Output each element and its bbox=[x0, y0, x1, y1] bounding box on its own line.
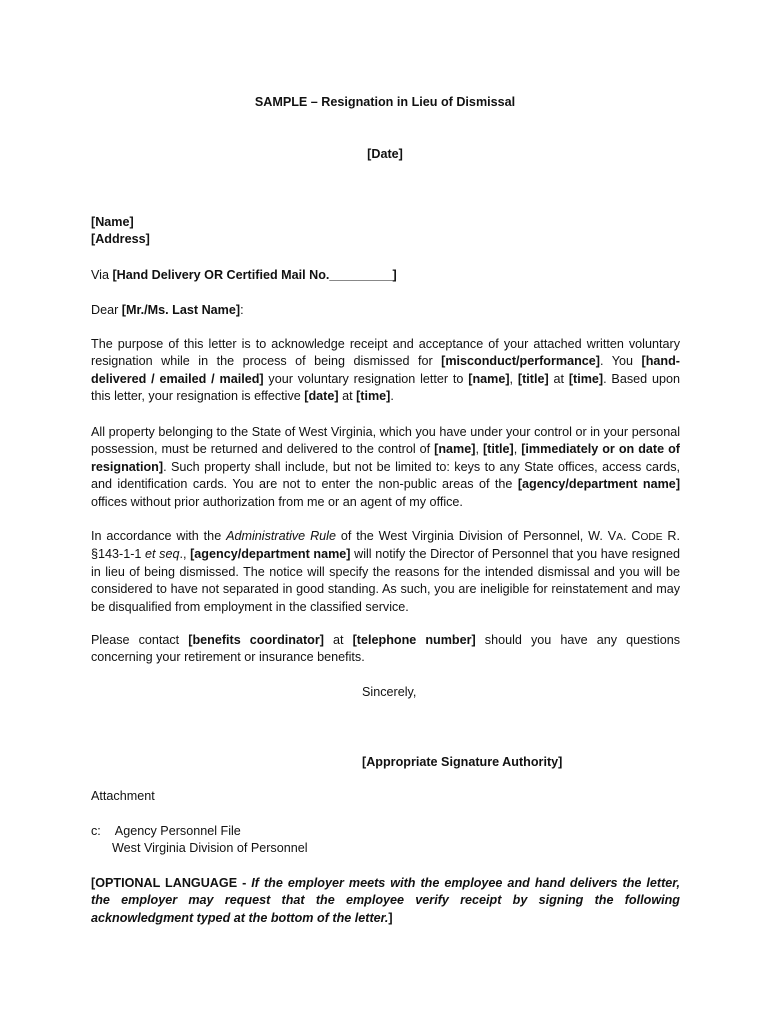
closing: Sincerely, bbox=[362, 685, 417, 699]
optional-language-close: ] bbox=[388, 910, 393, 925]
text-run: of the West Virginia Division of Personnel, W. V bbox=[335, 529, 617, 543]
text-run: , bbox=[475, 442, 483, 457]
text-run: R. §143-1-1 bbox=[91, 529, 681, 562]
text-run: In accordance with the bbox=[91, 529, 227, 543]
text-run: ., bbox=[179, 547, 191, 562]
optional-language-note bbox=[91, 875, 680, 927]
recipient-address: [Address] bbox=[91, 232, 150, 247]
text-run: , bbox=[509, 371, 518, 386]
text-run: . Based upon this letter, your resignation is effective bbox=[91, 371, 680, 404]
text-run: Please contact bbox=[91, 633, 189, 647]
attachment-label: Attachment bbox=[91, 789, 155, 803]
optional-language-label: [OPTIONAL LANGUAGE - bbox=[91, 876, 252, 890]
date-placeholder: [Date] bbox=[367, 147, 403, 161]
placeholder-title: [title] bbox=[517, 371, 549, 386]
text-run: will notify the Director of Personnel that you have resigned in lieu of being dismissed. The notice will specify the reasons for the intended dismissal and you will be considered to have not separated in good standing. As such, you are ineligible for reinstatement and may be disqualified from employment in the classified service. bbox=[91, 547, 681, 614]
placeholder-name: [name] bbox=[434, 442, 476, 457]
salutation bbox=[91, 302, 680, 319]
placeholder-benefits-coordinator: [benefits coordinator] bbox=[188, 633, 324, 647]
text-run: offices without prior authorization from me or an agent of my office. bbox=[91, 494, 463, 509]
cc-label: c: bbox=[91, 824, 101, 838]
salutation-name: [Mr./Ms. Last Name] bbox=[121, 303, 241, 317]
delivery-method-close: ] bbox=[392, 268, 397, 282]
recipient-name: [Name] bbox=[91, 215, 134, 229]
optional-language-text: If the employer meets with the employee and hand delivers the letter, the employer may request that the employee verify receipt by signing the following acknowledgment typed at the bottom of the letter. bbox=[91, 876, 680, 925]
placeholder-delivery-method: [hand-delivered / emailed / mailed] bbox=[91, 354, 680, 386]
via-prefix: Via bbox=[91, 268, 113, 282]
text-run: should you have any questions concerning your retirement or insurance benefits. bbox=[91, 633, 681, 665]
text-run: The purpose of this letter is to acknowledge receipt and acceptance of your attached written voluntary resignation while in the process of being dismissed for bbox=[91, 337, 680, 369]
placeholder-return-timing: [immediately or on date of resignation] bbox=[91, 442, 680, 474]
text-run: , bbox=[513, 442, 522, 457]
text-run: . bbox=[390, 389, 394, 404]
small-caps-run: A bbox=[616, 532, 623, 543]
text-run: . You bbox=[600, 354, 642, 369]
small-caps-run: ODE bbox=[640, 532, 663, 543]
placeholder-time: [time] bbox=[356, 389, 391, 404]
certified-mail-blank: _________ bbox=[329, 268, 393, 282]
delivery-method: [Hand Delivery OR Certified Mail No. bbox=[112, 268, 330, 282]
text-run: your voluntary resignation letter to bbox=[263, 371, 469, 386]
placeholder-time: [time] bbox=[568, 371, 604, 386]
placeholder-agency-name: [agency/department name] bbox=[190, 547, 351, 562]
paragraph-administrative-rule bbox=[91, 528, 680, 616]
text-run: . C bbox=[622, 529, 641, 543]
paragraph-contact bbox=[91, 632, 680, 667]
paragraph-property bbox=[91, 424, 680, 511]
text-run: at bbox=[338, 389, 357, 404]
recipient-block bbox=[91, 214, 680, 249]
paragraph-purpose bbox=[91, 336, 680, 406]
salutation-prefix: Dear bbox=[91, 303, 122, 317]
salutation-suffix: : bbox=[240, 303, 244, 317]
placeholder-telephone: [telephone number] bbox=[352, 633, 476, 647]
cc-recipient: Agency Personnel File bbox=[114, 824, 241, 838]
italic-run: Administrative Rule bbox=[226, 529, 336, 543]
placeholder-agency-name: [agency/department name] bbox=[517, 477, 681, 492]
placeholder-date: [date] bbox=[304, 389, 339, 404]
cc-block bbox=[91, 823, 680, 858]
italic-run: et seq bbox=[145, 547, 180, 562]
signature-authority: [Appropriate Signature Authority] bbox=[362, 755, 563, 769]
text-run: at bbox=[548, 371, 569, 386]
placeholder-dismissal-reason: [misconduct/performance] bbox=[441, 354, 600, 369]
cc-recipient: West Virginia Division of Personnel bbox=[112, 841, 308, 856]
delivery-method-line bbox=[91, 267, 680, 284]
text-run: . Such property shall include, but not be limited to: keys to any State offices, access cards, and identification cards. You are not to enter the non-public areas of the bbox=[91, 459, 680, 492]
placeholder-title: [title] bbox=[482, 442, 514, 457]
document-title: SAMPLE – Resignation in Lieu of Dismissal bbox=[254, 95, 516, 109]
text-run: All property belonging to the State of West Virginia, which you have under your control or in your personal possession, must be returned and delivered to the control of bbox=[91, 425, 680, 457]
placeholder-name: [name] bbox=[468, 371, 510, 386]
text-run: at bbox=[323, 633, 353, 647]
